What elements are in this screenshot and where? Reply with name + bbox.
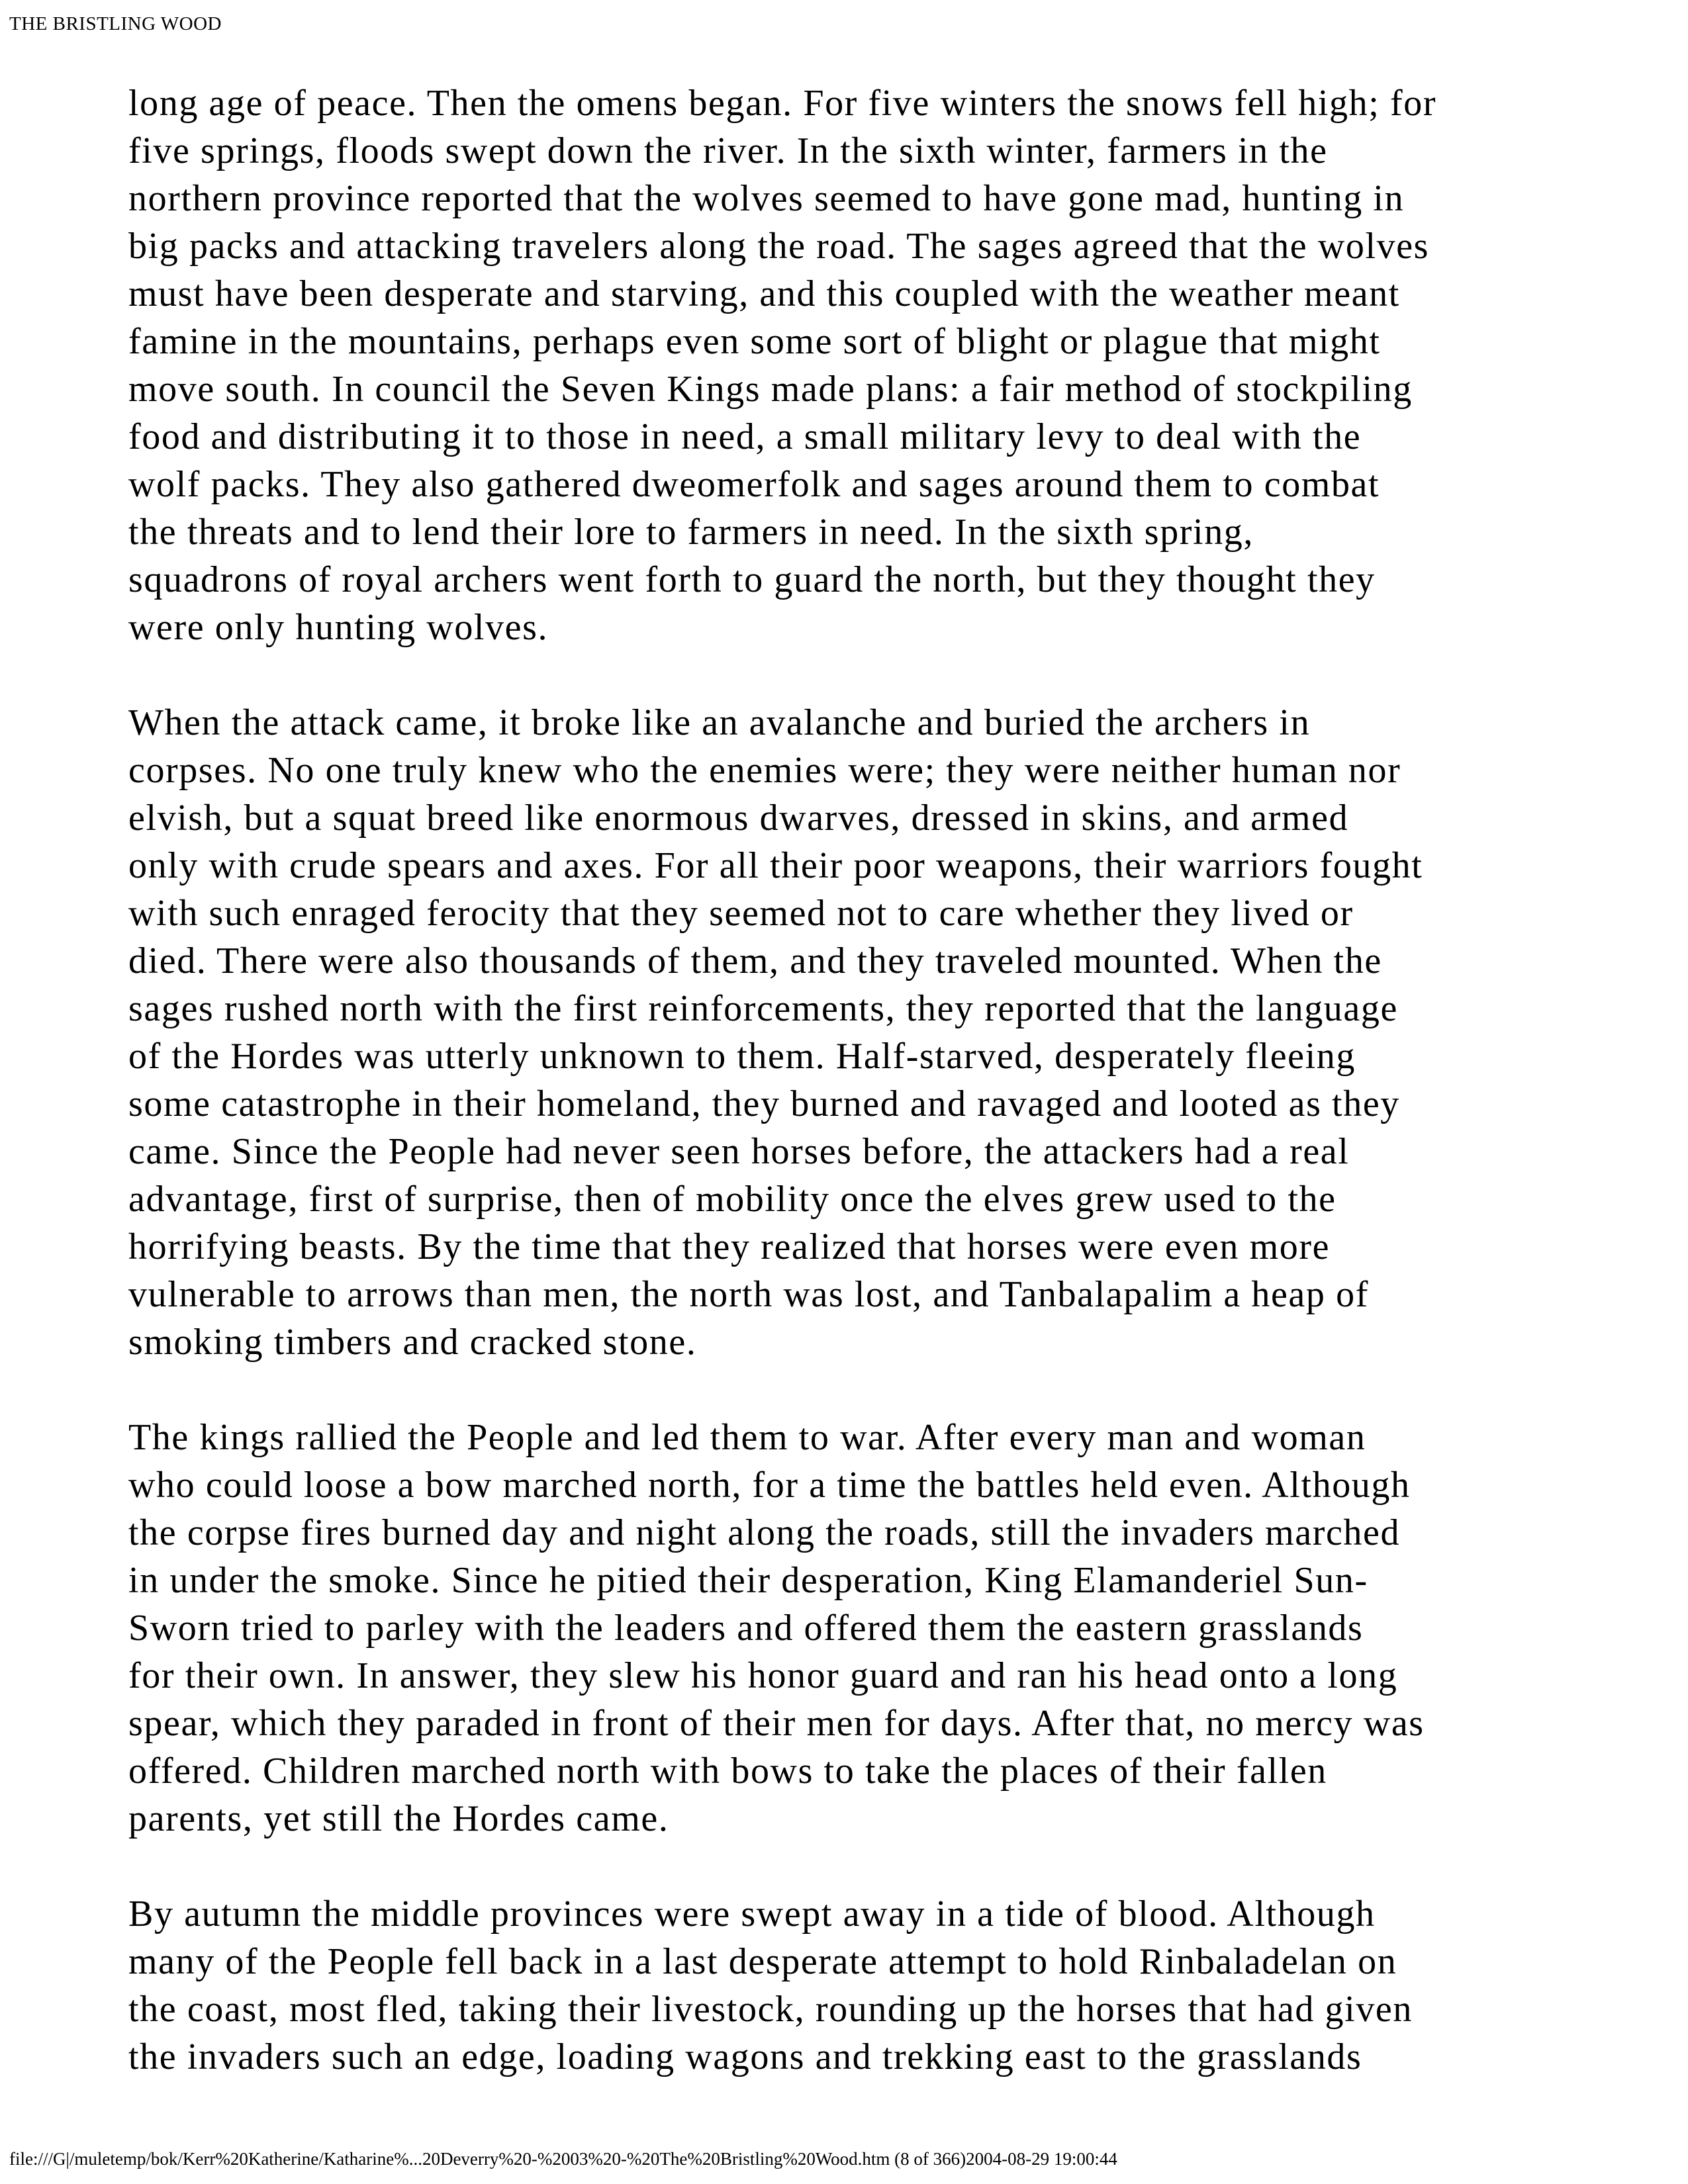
body-text <box>128 79 1585 2081</box>
running-title: THE BRISTLING WOOD <box>9 13 222 34</box>
paragraph-4: By autumn the middle provinces were swept away in a tide of blood. Although many of the People fell back in a last desperate attempt to hold Rinbaladelan on the coast, most fled, taking their livestock, rounding up the horses that had given the invaders such an edge, loading wagons and trekking east to the grasslands <box>128 1893 1413 2077</box>
paragraph-2: When the attack came, it broke like an avalanche and buried the archers in corpses. No one truly knew who the enemies were; they were neither human nor elvish, but a squat breed like enormous dwarves, dressed in skins, and armed only with crude spears and axes. For all their poor weapons, their warriors fought with such enraged ferocity that they seemed not to care whether they lived or died. There were also thousands of them, and they traveled mounted. When the sages rushed north with the first reinforcements, they reported that the language of the Hordes was utterly unknown to them. Half-starved, desperately fleeing some catastrophe in their homeland, they burned and ravaged and looted as they came. Since the People had never seen horses before, the attackers had a real advantage, first of surprise, then of mobility once the elves grew used to the horrifying beasts. By the time that they realized that horses were even more vulnerable to arrows than men, the north was lost, and Tanbalapalim a heap of smoking timbers and cracked stone. <box>128 702 1423 1363</box>
source-footer: file:///G|/muletemp/bok/Kerr%20Katherine/Katharine%...20Deverry%20-%2003%20-%20The%20Bristling%20Wood.htm (8 of 366)2004-08-29 19:00:44 <box>9 2149 1117 2169</box>
paragraph-1: long age of peace. Then the omens began. For five winters the snows fell high; for five springs, floods swept down the river. In the sixth winter, farmers in the northern province reported that the wolves seemed to have gone mad, hunting in big packs and attacking travelers along the road. The sages agreed that the wolves must have been desperate and starving, and this coupled with the weather meant famine in the mountains, perhaps even some sort of blight or plague that might move south. In council the Seven Kings made plans: a fair method of stockpiling food and distributing it to those in need, a small military levy to deal with the wolf packs. They also gathered dweomerfolk and sages around them to combat the threats and to lend their lore to farmers in need. In the sixth spring, squadrons of royal archers went forth to guard the north, but they thought they were only hunting wolves. <box>128 83 1437 648</box>
paragraph-3: The kings rallied the People and led them to war. After every man and woman who could loose a bow marched north, for a time the battles held even. Although the corpse fires burned day and night along the roads, still the invaders marched in under the smoke. Since he pitied their desperation, King Elamanderiel Sun- Sworn tried to parley with the leaders and offered them the eastern grasslands for their own. In answer, they slew his honor guard and ran his head onto a long spear, which they paraded in front of their men for days. After that, no mercy was offered. Children marched north with bows to take the places of their fallen parents, yet still the Hordes came. <box>128 1417 1425 1839</box>
